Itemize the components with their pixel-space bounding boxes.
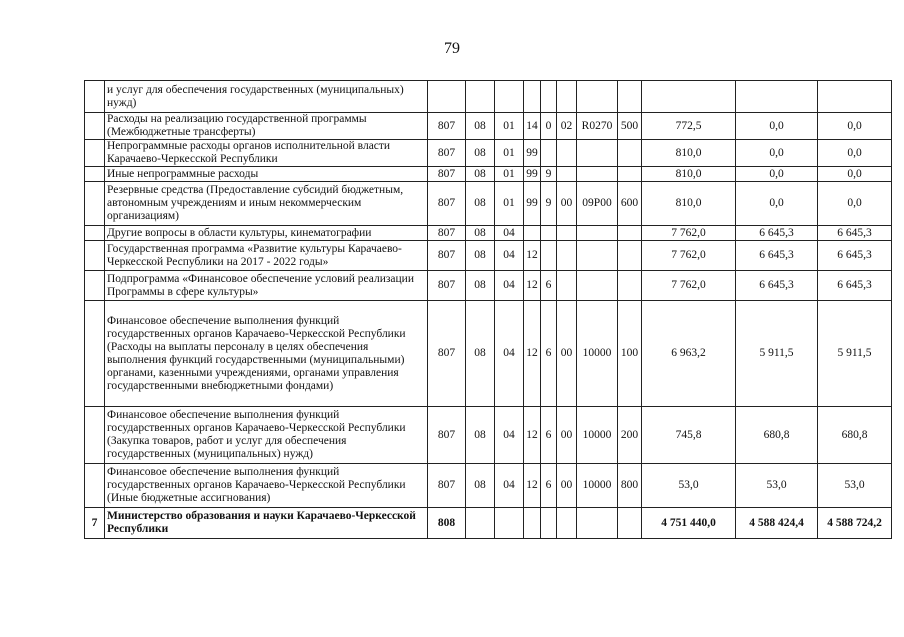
- subsection-code: 04: [495, 464, 524, 508]
- expense-code: 10000: [577, 464, 618, 508]
- expense-type-code: 600: [618, 182, 642, 226]
- row-name: Расходы на реализацию государственной программы (Межбюджетные трансферты): [105, 113, 428, 140]
- row-number: 7: [85, 508, 105, 539]
- amount-year-2: [736, 81, 818, 113]
- program-code: 12: [524, 407, 541, 464]
- subsection-code: [495, 508, 524, 539]
- amount-year-3: 0,0: [818, 140, 892, 167]
- table-row: [85, 113, 892, 140]
- direction-code: [557, 81, 577, 113]
- section-code: 08: [466, 241, 495, 271]
- expense-code: [577, 81, 618, 113]
- amount-year-1: 7 762,0: [642, 226, 736, 241]
- row-number: [85, 271, 105, 301]
- budget-table: [84, 80, 892, 539]
- section-code: 08: [466, 407, 495, 464]
- expense-type-code: [618, 167, 642, 182]
- table-row: [85, 140, 892, 167]
- amount-year-1: 745,8: [642, 407, 736, 464]
- ministry-code: 807: [428, 301, 466, 407]
- amount-year-3: [818, 81, 892, 113]
- ministry-code: 807: [428, 167, 466, 182]
- amount-year-3: 680,8: [818, 407, 892, 464]
- amount-year-3: 4 588 724,2: [818, 508, 892, 539]
- subprogram-code: [541, 226, 557, 241]
- amount-year-2: 0,0: [736, 140, 818, 167]
- amount-year-2: 0,0: [736, 167, 818, 182]
- program-code: 12: [524, 271, 541, 301]
- subsection-code: 04: [495, 241, 524, 271]
- row-number: [85, 301, 105, 407]
- amount-year-1: 810,0: [642, 167, 736, 182]
- amount-year-2: 6 645,3: [736, 226, 818, 241]
- expense-type-code: [618, 226, 642, 241]
- subprogram-code: 0: [541, 113, 557, 140]
- page-number: 79: [444, 40, 460, 57]
- direction-code: 02: [557, 113, 577, 140]
- subsection-code: 04: [495, 226, 524, 241]
- expense-code: R0270: [577, 113, 618, 140]
- program-code: 12: [524, 241, 541, 271]
- row-number: [85, 113, 105, 140]
- table-row: [85, 182, 892, 226]
- subprogram-code: 6: [541, 407, 557, 464]
- amount-year-2: 6 645,3: [736, 241, 818, 271]
- expense-code: [577, 140, 618, 167]
- program-code: [524, 81, 541, 113]
- expense-type-code: 200: [618, 407, 642, 464]
- row-name: Государственная программа «Развитие культуры Карачаево-Черкесской Республики на 2017 - 2022 годы»: [105, 241, 428, 271]
- subprogram-code: [541, 81, 557, 113]
- expense-code: [577, 508, 618, 539]
- subsection-code: 04: [495, 407, 524, 464]
- subsection-code: 01: [495, 167, 524, 182]
- subsection-code: [495, 81, 524, 113]
- ministry-code: 807: [428, 140, 466, 167]
- amount-year-3: 5 911,5: [818, 301, 892, 407]
- row-name: Финансовое обеспечение выполнения функций государственных органов Карачаево-Черкесской Республики (Закупка товаров, работ и услуг для обеспечения государственных (муниципальных) нужд): [105, 407, 428, 464]
- subprogram-code: [541, 508, 557, 539]
- ministry-code: 807: [428, 113, 466, 140]
- section-code: 08: [466, 140, 495, 167]
- direction-code: [557, 140, 577, 167]
- row-name: Министерство образования и науки Карачаево-Черкесской Республики: [105, 508, 428, 539]
- section-code: 08: [466, 113, 495, 140]
- expense-code: 10000: [577, 301, 618, 407]
- subsection-code: 01: [495, 182, 524, 226]
- budget-table-body: [85, 81, 892, 539]
- expense-type-code: 100: [618, 301, 642, 407]
- amount-year-3: 0,0: [818, 167, 892, 182]
- amount-year-3: 6 645,3: [818, 241, 892, 271]
- ministry-code: [428, 81, 466, 113]
- expense-type-code: 800: [618, 464, 642, 508]
- row-name: Подпрограмма «Финансовое обеспечение условий реализации Программы в сфере культуры»: [105, 271, 428, 301]
- section-code: 08: [466, 301, 495, 407]
- row-number: [85, 167, 105, 182]
- table-row: [85, 464, 892, 508]
- amount-year-3: 0,0: [818, 113, 892, 140]
- direction-code: 00: [557, 407, 577, 464]
- program-code: 99: [524, 182, 541, 226]
- direction-code: [557, 271, 577, 301]
- row-number: [85, 182, 105, 226]
- row-number: [85, 140, 105, 167]
- table-row: [85, 81, 892, 113]
- amount-year-1: 6 963,2: [642, 301, 736, 407]
- program-code: [524, 508, 541, 539]
- expense-code: [577, 167, 618, 182]
- program-code: 14: [524, 113, 541, 140]
- amount-year-3: 6 645,3: [818, 271, 892, 301]
- ministry-code: 807: [428, 226, 466, 241]
- expense-code: [577, 226, 618, 241]
- amount-year-1: 7 762,0: [642, 271, 736, 301]
- row-number: [85, 464, 105, 508]
- table-row: [85, 407, 892, 464]
- program-code: 12: [524, 301, 541, 407]
- subsection-code: 01: [495, 113, 524, 140]
- ministry-code: 807: [428, 241, 466, 271]
- table-row: [85, 301, 892, 407]
- row-name: Другие вопросы в области культуры, кинематографии: [105, 226, 428, 241]
- direction-code: 00: [557, 182, 577, 226]
- subprogram-code: 9: [541, 167, 557, 182]
- direction-code: 00: [557, 301, 577, 407]
- section-code: 08: [466, 182, 495, 226]
- program-code: 99: [524, 140, 541, 167]
- expense-code: [577, 271, 618, 301]
- table-row: [85, 271, 892, 301]
- subprogram-code: [541, 140, 557, 167]
- amount-year-2: 4 588 424,4: [736, 508, 818, 539]
- program-code: 12: [524, 464, 541, 508]
- amount-year-3: 0,0: [818, 182, 892, 226]
- section-code: 08: [466, 167, 495, 182]
- amount-year-2: 0,0: [736, 113, 818, 140]
- direction-code: [557, 167, 577, 182]
- expense-type-code: [618, 271, 642, 301]
- program-code: [524, 226, 541, 241]
- direction-code: [557, 226, 577, 241]
- table-row: [85, 167, 892, 182]
- subprogram-code: 6: [541, 271, 557, 301]
- amount-year-1: [642, 81, 736, 113]
- amount-year-1: 772,5: [642, 113, 736, 140]
- program-code: 99: [524, 167, 541, 182]
- section-code: 08: [466, 271, 495, 301]
- subprogram-code: 9: [541, 182, 557, 226]
- amount-year-2: 5 911,5: [736, 301, 818, 407]
- row-number: [85, 241, 105, 271]
- direction-code: 00: [557, 464, 577, 508]
- ministry-code: 807: [428, 182, 466, 226]
- expense-type-code: [618, 241, 642, 271]
- amount-year-3: 6 645,3: [818, 226, 892, 241]
- section-code: [466, 508, 495, 539]
- expense-type-code: [618, 81, 642, 113]
- amount-year-2: 0,0: [736, 182, 818, 226]
- row-number: [85, 81, 105, 113]
- section-code: 08: [466, 464, 495, 508]
- expense-type-code: 500: [618, 113, 642, 140]
- subprogram-code: 6: [541, 301, 557, 407]
- direction-code: [557, 508, 577, 539]
- row-name: Финансовое обеспечение выполнения функций государственных органов Карачаево-Черкесской Республики (Иные бюджетные ассигнования): [105, 464, 428, 508]
- amount-year-1: 810,0: [642, 182, 736, 226]
- amount-year-3: 53,0: [818, 464, 892, 508]
- amount-year-2: 680,8: [736, 407, 818, 464]
- section-code: 08: [466, 226, 495, 241]
- section-code: [466, 81, 495, 113]
- ministry-code: 807: [428, 407, 466, 464]
- subprogram-code: [541, 241, 557, 271]
- row-number: [85, 407, 105, 464]
- amount-year-1: 7 762,0: [642, 241, 736, 271]
- subsection-code: 01: [495, 140, 524, 167]
- row-name: Резервные средства (Предоставление субсидий бюджетным, автономным учреждениям и иным некоммерческим организациям): [105, 182, 428, 226]
- amount-year-1: 53,0: [642, 464, 736, 508]
- ministry-code: 807: [428, 464, 466, 508]
- ministry-code: 808: [428, 508, 466, 539]
- amount-year-1: 810,0: [642, 140, 736, 167]
- amount-year-2: 6 645,3: [736, 271, 818, 301]
- expense-type-code: [618, 508, 642, 539]
- expense-code: 10000: [577, 407, 618, 464]
- subprogram-code: 6: [541, 464, 557, 508]
- direction-code: [557, 241, 577, 271]
- table-row: [85, 241, 892, 271]
- row-name: Финансовое обеспечение выполнения функций государственных органов Карачаево-Черкесской Республики (Расходы на выплаты персоналу в целях обеспечения выполнения функций государственными (муниципальными) органами, казенными учреждениями, органами управления государственными внебюджетными фондами): [105, 301, 428, 407]
- table-row: [85, 226, 892, 241]
- subsection-code: 04: [495, 301, 524, 407]
- expense-code: 09Р00: [577, 182, 618, 226]
- amount-year-1: 4 751 440,0: [642, 508, 736, 539]
- row-name: и услуг для обеспечения государственных (муниципальных) нужд): [105, 81, 428, 113]
- subsection-code: 04: [495, 271, 524, 301]
- expense-type-code: [618, 140, 642, 167]
- table-row: [85, 508, 892, 539]
- row-number: [85, 226, 105, 241]
- row-name: Иные непрограммные расходы: [105, 167, 428, 182]
- expense-code: [577, 241, 618, 271]
- row-name: Непрограммные расходы органов исполнительной власти Карачаево-Черкесской Республики: [105, 140, 428, 167]
- ministry-code: 807: [428, 271, 466, 301]
- amount-year-2: 53,0: [736, 464, 818, 508]
